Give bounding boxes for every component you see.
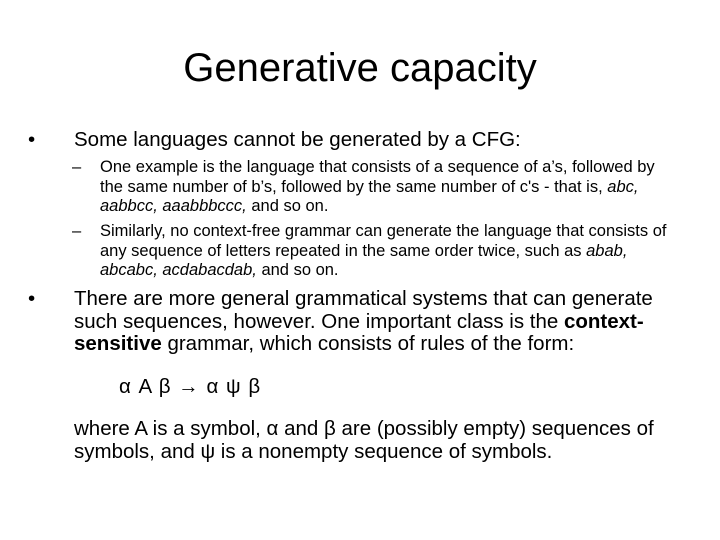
sub-bullet-marker: – <box>72 158 82 176</box>
grammar-rule: α A β → α ψ β <box>119 375 262 398</box>
example-strings: abab, abcabc, acdabacdab, <box>100 241 628 279</box>
bullet-marker: • <box>28 287 36 310</box>
bullet-text-start: There are more general grammatical systems that can generate such sequences, however. One important class is the <box>74 287 653 333</box>
sub-bullet-text-start: Similarly, no context-free grammar can generate the language that consists of any sequence of letters repeated in the same order twice, such as <box>100 222 667 260</box>
bold-term: context-sensitive <box>74 309 644 355</box>
sub-bullet-text-end: and so on. <box>256 261 339 279</box>
example-strings: abc, aabbcc, aaabbbccc, <box>100 177 639 215</box>
bullet-text <box>74 288 684 356</box>
sub-bullet-text <box>100 158 680 217</box>
sub-bullet-text <box>100 222 680 281</box>
rule-explanation: where A is a symbol, α and β are (possibly empty) sequences of symbols, and ψ is a nonempty sequence of symbols. <box>74 417 654 463</box>
sub-bullet-marker: – <box>72 222 82 240</box>
slide-title: Generative capacity <box>183 46 537 90</box>
bullet-text: Some languages cannot be generated by a CFG: <box>74 128 521 151</box>
bullet-text-end: grammar, which consists of rules of the form: <box>161 332 575 355</box>
bullet-marker: • <box>28 128 36 151</box>
sub-bullet-text-start: One example is the language that consists of a sequence of a’s, followed by the same number of b’s, followed by the same number of c's - that is, <box>100 158 655 196</box>
sub-bullet-text-end: and so on. <box>246 197 329 215</box>
